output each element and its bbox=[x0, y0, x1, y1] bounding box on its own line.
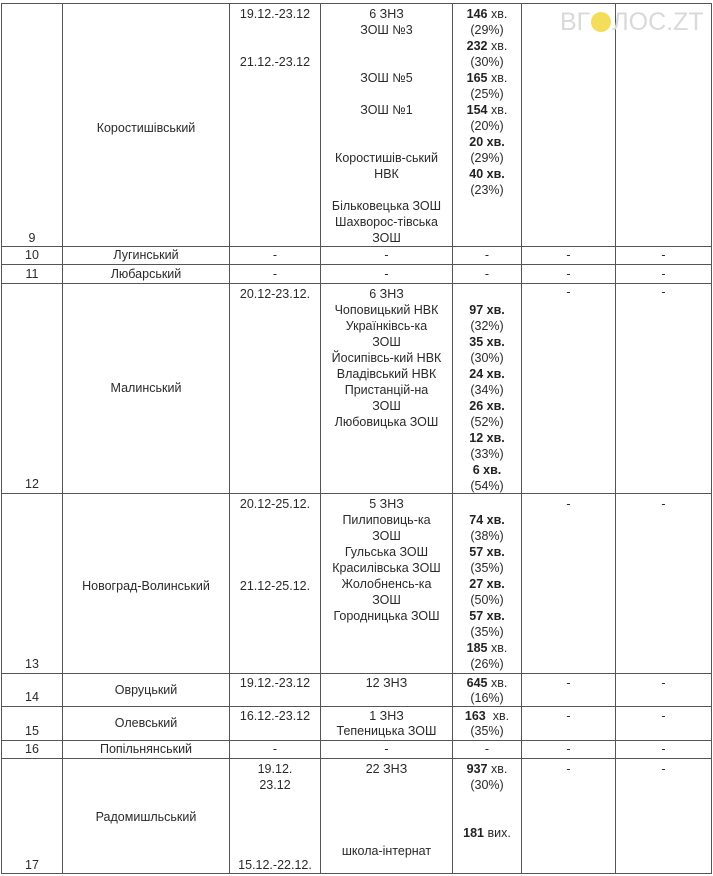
row-number: 9 bbox=[28, 231, 36, 245]
cell-col6 bbox=[521, 706, 616, 741]
school-name: 22 ЗНЗ bbox=[365, 762, 408, 776]
schedule-table bbox=[1, 3, 712, 874]
school-name: ЗОШ №5 bbox=[360, 71, 413, 85]
count-value: - bbox=[484, 248, 490, 262]
count-percent: (54%) bbox=[470, 479, 504, 493]
cell-counts bbox=[452, 706, 522, 741]
school-name: Українківсь-ка bbox=[345, 319, 428, 333]
school-name: - bbox=[384, 742, 389, 756]
count-value: 97 хв. bbox=[469, 303, 505, 317]
district-name: Лугинський bbox=[113, 248, 179, 262]
count-value: 74 хв. bbox=[469, 513, 505, 527]
school-name: Тепеницька ЗОШ bbox=[336, 724, 437, 738]
school-name: НВК bbox=[374, 167, 399, 181]
cell-col7 bbox=[615, 673, 712, 707]
cell-num bbox=[1, 740, 63, 759]
col6-value: - bbox=[566, 742, 571, 756]
date-range: 19.12.-23.12 bbox=[239, 7, 311, 21]
cell-num bbox=[1, 673, 63, 707]
count-value: 35 хв. bbox=[469, 335, 505, 349]
count-percent: (35%) bbox=[470, 724, 504, 738]
count-value: 154 bbox=[466, 103, 488, 117]
count-value: 165 bbox=[466, 71, 488, 85]
count-unit: хв. bbox=[487, 676, 508, 690]
cell-district bbox=[62, 740, 230, 759]
col6-value: - bbox=[566, 676, 571, 690]
district-name: Коростишівський bbox=[96, 121, 196, 135]
cell-dates bbox=[229, 3, 321, 247]
school-name: Владівський НВК bbox=[336, 367, 437, 381]
count-percent: (26%) bbox=[470, 657, 504, 671]
cell-counts bbox=[452, 3, 522, 247]
cell-col7 bbox=[615, 3, 712, 247]
date-range: 20.12-23.12. bbox=[239, 287, 311, 301]
cell-counts bbox=[452, 740, 522, 759]
cell-district bbox=[62, 283, 230, 494]
school-name: ЗОШ bbox=[372, 529, 401, 543]
school-name: ЗОШ bbox=[372, 231, 401, 245]
date-range: 19.12. bbox=[257, 762, 293, 776]
cell-num bbox=[1, 758, 63, 874]
school-name: Городницька ЗОШ bbox=[333, 609, 440, 623]
cell-district bbox=[62, 493, 230, 674]
school-name: 6 ЗНЗ bbox=[369, 287, 404, 301]
row-number: 14 bbox=[25, 690, 39, 704]
count-unit: хв. bbox=[487, 71, 508, 85]
school-name: ЗОШ №1 bbox=[360, 103, 413, 117]
row-number: 11 bbox=[25, 267, 39, 281]
row-number: 13 bbox=[25, 657, 39, 671]
count-value: 645 bbox=[466, 676, 488, 690]
cell-district bbox=[62, 758, 230, 874]
count-unit: хв. bbox=[487, 641, 508, 655]
col6-value: - bbox=[566, 285, 571, 299]
date-range: 15.12.-22.12. bbox=[238, 858, 312, 872]
cell-dates bbox=[229, 283, 321, 494]
count-percent: (50%) bbox=[470, 593, 504, 607]
count-value: 937 bbox=[466, 762, 488, 776]
district-name: Малинський bbox=[110, 381, 182, 395]
count-percent: (34%) bbox=[470, 383, 504, 397]
count-value: - bbox=[484, 742, 490, 756]
cell-counts bbox=[452, 493, 522, 674]
col7-value: - bbox=[661, 762, 666, 776]
cell-dates bbox=[229, 740, 321, 759]
date-range: 21.12-25.12. bbox=[239, 579, 311, 593]
col6-value: - bbox=[566, 267, 571, 281]
school-name: - bbox=[384, 267, 389, 281]
row-number: 10 bbox=[25, 248, 39, 262]
count-percent: (33%) bbox=[470, 447, 504, 461]
school-name: Більковецька ЗОШ bbox=[331, 199, 442, 213]
cell-counts bbox=[452, 758, 522, 874]
school-name: ЗОШ bbox=[372, 593, 401, 607]
cell-dates bbox=[229, 706, 321, 741]
date-range: 16.12.-23.12 bbox=[239, 709, 311, 723]
count-percent: (35%) bbox=[470, 625, 504, 639]
col7-value: - bbox=[661, 709, 666, 723]
cell-col6 bbox=[521, 246, 616, 265]
row-number: 16 bbox=[25, 742, 39, 756]
date-range: - bbox=[272, 248, 278, 262]
count-value: 57 хв. bbox=[469, 545, 505, 559]
cell-counts bbox=[452, 673, 522, 707]
count-value: 185 bbox=[466, 641, 488, 655]
cell-district bbox=[62, 706, 230, 741]
cell-counts bbox=[452, 264, 522, 284]
district-name: Овруцький bbox=[114, 683, 178, 697]
count-value: 26 хв. bbox=[469, 399, 505, 413]
cell-col7 bbox=[615, 246, 712, 265]
cell-col6 bbox=[521, 3, 616, 247]
count-value: 6 хв. bbox=[472, 463, 502, 477]
cell-num bbox=[1, 264, 63, 284]
count-value: 146 bbox=[466, 7, 488, 21]
school-name: Гульська ЗОШ bbox=[344, 545, 429, 559]
col7-value: - bbox=[661, 285, 666, 299]
row-number: 12 bbox=[25, 477, 39, 491]
date-range: 23.12 bbox=[259, 778, 291, 792]
district-name: Новоград-Волинський bbox=[82, 579, 210, 593]
count-percent: (30%) bbox=[470, 55, 504, 69]
cell-schools bbox=[320, 283, 453, 494]
count-unit: вих. bbox=[484, 826, 511, 840]
count-value: 40 хв. bbox=[469, 167, 505, 181]
cell-num bbox=[1, 246, 63, 265]
district-name: Олевський bbox=[114, 716, 178, 730]
col7-value: - bbox=[661, 248, 666, 262]
cell-dates bbox=[229, 673, 321, 707]
count-value: 12 хв. bbox=[469, 431, 505, 445]
count-percent: (29%) bbox=[470, 23, 504, 37]
count-percent: (23%) bbox=[470, 183, 504, 197]
count-percent: (25%) bbox=[470, 87, 504, 101]
cell-col6 bbox=[521, 493, 616, 674]
count-percent: (38%) bbox=[470, 529, 504, 543]
cell-col7 bbox=[615, 758, 712, 874]
cell-district bbox=[62, 264, 230, 284]
date-range: - bbox=[272, 267, 278, 281]
school-name: Коростишів-ський bbox=[335, 151, 438, 165]
cell-dates bbox=[229, 264, 321, 284]
date-range: 19.12.-23.12 bbox=[239, 676, 311, 690]
cell-schools bbox=[320, 493, 453, 674]
count-unit: хв. bbox=[487, 762, 508, 776]
school-name: ЗОШ bbox=[372, 399, 401, 413]
col7-value: - bbox=[661, 676, 666, 690]
count-percent: (30%) bbox=[470, 351, 504, 365]
cell-col7 bbox=[615, 706, 712, 741]
cell-col7 bbox=[615, 283, 712, 494]
cell-schools bbox=[320, 246, 453, 265]
cell-district bbox=[62, 3, 230, 247]
col7-value: - bbox=[661, 267, 666, 281]
col7-value: - bbox=[661, 497, 666, 511]
cell-col6 bbox=[521, 740, 616, 759]
count-percent: (16%) bbox=[470, 691, 504, 705]
school-name: Пристанцій-на bbox=[344, 383, 429, 397]
cell-num bbox=[1, 3, 63, 247]
school-name: 5 ЗНЗ bbox=[369, 497, 404, 511]
count-unit: хв. bbox=[487, 39, 508, 53]
cell-col7 bbox=[615, 740, 712, 759]
cell-dates bbox=[229, 758, 321, 874]
school-name: ЗОШ bbox=[372, 335, 401, 349]
school-name: - bbox=[384, 248, 389, 262]
cell-col6 bbox=[521, 264, 616, 284]
district-name: Радомишльський bbox=[95, 810, 197, 824]
col6-value: - bbox=[566, 248, 571, 262]
count-percent: (30%) bbox=[470, 778, 504, 792]
school-name: 12 ЗНЗ bbox=[365, 676, 408, 690]
cell-col6 bbox=[521, 283, 616, 494]
cell-col6 bbox=[521, 673, 616, 707]
school-name: Чоповицький НВК bbox=[334, 303, 439, 317]
cell-dates bbox=[229, 246, 321, 265]
school-name: 6 ЗНЗ bbox=[369, 7, 404, 21]
cell-counts bbox=[452, 246, 522, 265]
col6-value: - bbox=[566, 762, 571, 776]
count-value: 163 bbox=[464, 709, 486, 723]
school-name: Йосипівсь-кий НВК bbox=[331, 351, 442, 365]
school-name: Любовицька ЗОШ bbox=[334, 415, 439, 429]
count-value: 232 bbox=[466, 39, 488, 53]
school-name: Шахворос-тівська bbox=[335, 215, 438, 229]
watermark-logo: ВГ ЛОС.ZT bbox=[560, 8, 704, 36]
school-name: Красилівська ЗОШ bbox=[332, 561, 441, 575]
district-name: Любарський bbox=[110, 267, 182, 281]
date-range: 20.12-25.12. bbox=[239, 497, 311, 511]
row-number: 15 bbox=[25, 724, 39, 738]
count-percent: (35%) bbox=[470, 561, 504, 575]
school-name: ЗОШ №3 bbox=[360, 23, 413, 37]
count-unit: хв. bbox=[485, 709, 510, 723]
cell-col7 bbox=[615, 493, 712, 674]
cell-num bbox=[1, 283, 63, 494]
district-name: Попільнянський bbox=[99, 742, 193, 756]
count-percent: (20%) bbox=[470, 119, 504, 133]
count-unit: хв. bbox=[487, 7, 508, 21]
count-percent: (32%) bbox=[470, 319, 504, 333]
cell-schools bbox=[320, 740, 453, 759]
count-value: 24 хв. bbox=[469, 367, 505, 381]
col6-value: - bbox=[566, 497, 571, 511]
cell-col7 bbox=[615, 264, 712, 284]
cell-num bbox=[1, 706, 63, 741]
date-range: - bbox=[272, 742, 278, 756]
cell-schools bbox=[320, 3, 453, 247]
cell-schools bbox=[320, 264, 453, 284]
col7-value: - bbox=[661, 742, 666, 756]
school-name: школа-інтернат bbox=[341, 844, 432, 858]
cell-district bbox=[62, 246, 230, 265]
count-value: 27 хв. bbox=[469, 577, 505, 591]
date-range: 21.12.-23.12 bbox=[239, 55, 311, 69]
cell-dates bbox=[229, 493, 321, 674]
cell-schools bbox=[320, 673, 453, 707]
cell-schools bbox=[320, 758, 453, 874]
school-name: Пилиповиць-ка bbox=[342, 513, 431, 527]
count-unit: хв. bbox=[487, 103, 508, 117]
count-percent: (52%) bbox=[470, 415, 504, 429]
cell-num bbox=[1, 493, 63, 674]
count-value: 20 хв. bbox=[469, 135, 505, 149]
cell-district bbox=[62, 673, 230, 707]
count-value: 181 bbox=[463, 826, 485, 840]
count-value: 57 хв. bbox=[469, 609, 505, 623]
count-percent: (29%) bbox=[470, 151, 504, 165]
school-name: Жолобненсь-ка bbox=[341, 577, 432, 591]
cell-col6 bbox=[521, 758, 616, 874]
school-name: 1 ЗНЗ bbox=[369, 709, 404, 723]
row-number: 17 bbox=[25, 858, 39, 872]
count-value: - bbox=[484, 267, 490, 281]
cell-schools bbox=[320, 706, 453, 741]
cell-counts bbox=[452, 283, 522, 494]
col6-value: - bbox=[566, 709, 571, 723]
